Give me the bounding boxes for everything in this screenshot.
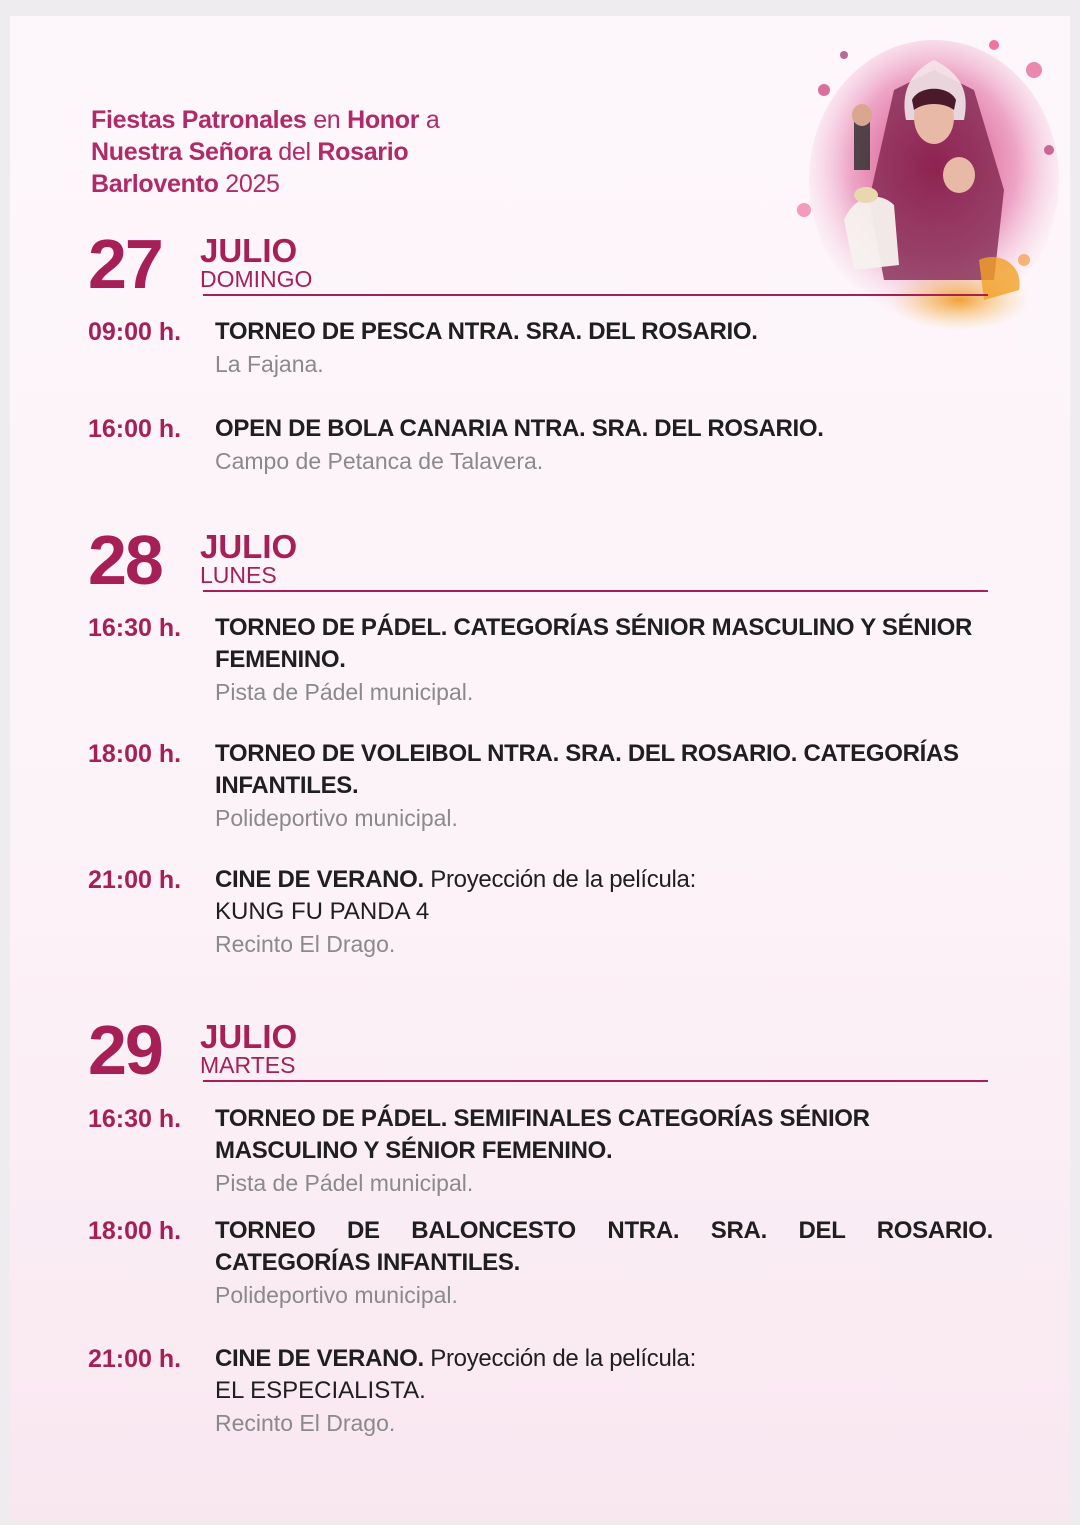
event-time: 21:00 h. [88,1345,182,1373]
day-month: JULIO [200,528,298,565]
title-word: a [425,106,440,134]
event-title: TORNEO DE BALONCESTO NTRA. SRA. DEL ROSARIO. CATEGORÍAS INFANTILES. [215,1217,993,1276]
day-header [88,521,988,599]
event-title: TORNEO DE PÁDEL. SEMIFINALES CATEGORÍAS SÉNIOR MASCULINO Y SÉNIOR FEMENINO. [215,1105,870,1164]
page-title [91,104,511,200]
title-word: Honor [347,106,420,134]
event-place: Polideportivo municipal. [215,805,458,831]
day-month: JULIO [200,232,298,269]
program-page [10,16,1070,1521]
divider [203,590,988,592]
event-title: TORNEO DE VOLEIBOL NTRA. SRA. DEL ROSARIO. CATEGORÍAS INFANTILES. [215,740,959,799]
event-time: 21:00 h. [88,866,182,894]
event-place: Campo de Petanca de Talavera. [215,448,544,474]
event-title-bold: CINE DE VERANO. [215,1345,424,1372]
day-number: 28 [88,521,162,599]
event-place: Polideportivo municipal. [215,1282,458,1308]
day-weekday: MARTES [200,1052,296,1078]
day-weekday: DOMINGO [200,266,313,292]
event-title-rest: Proyección de la película: [430,1345,696,1372]
event-place: Recinto El Drago. [215,1410,396,1436]
event-title [215,1343,993,1375]
title-word: del [278,138,311,166]
event-time: 18:00 h. [88,740,182,768]
event-title: TORNEO DE PESCA NTRA. SRA. DEL ROSARIO. [215,318,758,345]
day-header [88,225,988,303]
day-number: 29 [88,1011,162,1089]
title-word: Nuestra Señora [91,138,272,166]
day-number: 27 [88,225,162,303]
event-time: 18:00 h. [88,1217,182,1245]
event-place: Pista de Pádel municipal. [215,1170,474,1196]
event-place: Pista de Pádel municipal. [215,679,474,705]
title-word: Rosario [317,138,409,166]
event-place: Recinto El Drago. [215,931,396,957]
day-month: JULIO [200,1018,298,1055]
divider [203,294,988,296]
title-word: en [313,106,341,134]
title-word: 2025 [225,170,280,198]
title-word: Barlovento [91,170,219,198]
title-word: Fiestas Patronales [91,106,307,134]
event-time: 16:30 h. [88,1105,182,1133]
event-title: OPEN DE BOLA CANARIA NTRA. SRA. DEL ROSARIO. [215,415,824,442]
event-title: TORNEO DE PÁDEL. CATEGORÍAS SÉNIOR MASCULINO Y SÉNIOR FEMENINO. [215,614,973,673]
day-header [88,1011,988,1089]
event-title-rest: Proyección de la película: [430,866,696,893]
event-time: 16:30 h. [88,614,182,642]
movie-title: KUNG FU PANDA 4 [215,898,430,925]
movie-title: EL ESPECIALISTA. [215,1377,426,1404]
day-weekday: LUNES [200,562,277,588]
event-place: La Fajana. [215,351,324,377]
divider [203,1080,988,1082]
event-time: 16:00 h. [88,415,182,443]
event-time: 09:00 h. [88,318,182,346]
event-title [215,864,993,896]
event-title-bold: CINE DE VERANO. [215,866,424,893]
